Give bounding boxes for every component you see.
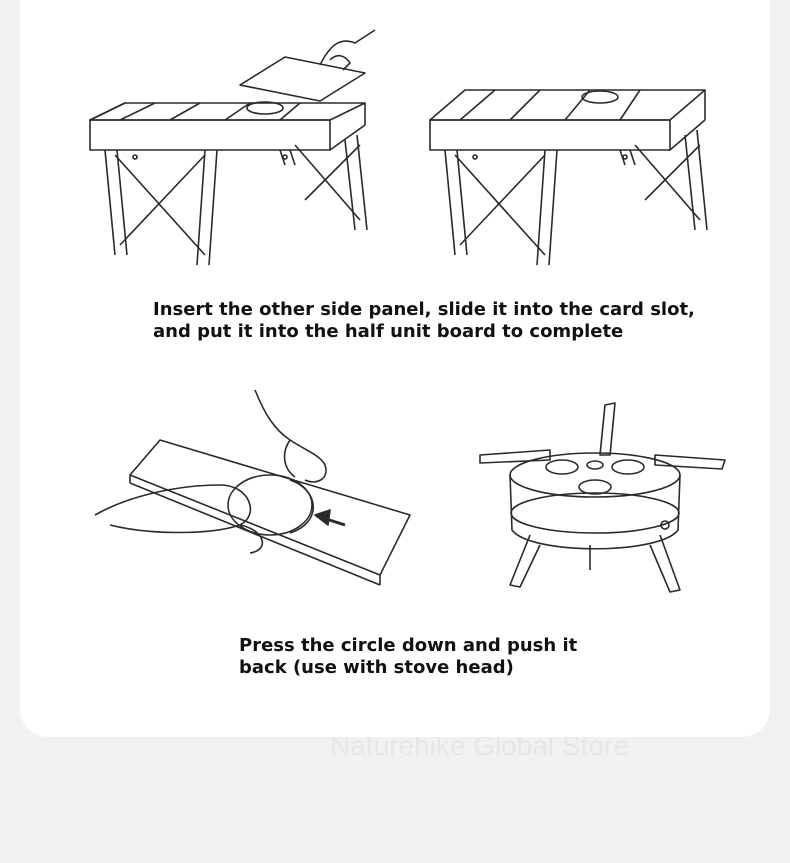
instruction-card — [20, 0, 770, 737]
press-circle-illustration — [90, 385, 420, 595]
caption-line: and put it into the half unit board to complete — [153, 321, 624, 342]
table-panel-insert-illustration — [75, 25, 395, 295]
caption-line: Press the circle down and push it — [239, 635, 578, 656]
step-caption — [239, 635, 659, 679]
caption-line: Insert the other side panel, slide it into the card slot, — [153, 299, 695, 320]
table-complete-illustration — [415, 25, 735, 295]
stove-head-illustration — [450, 395, 740, 610]
caption-line: back (use with stove head) — [239, 657, 514, 678]
step-caption — [153, 299, 713, 343]
